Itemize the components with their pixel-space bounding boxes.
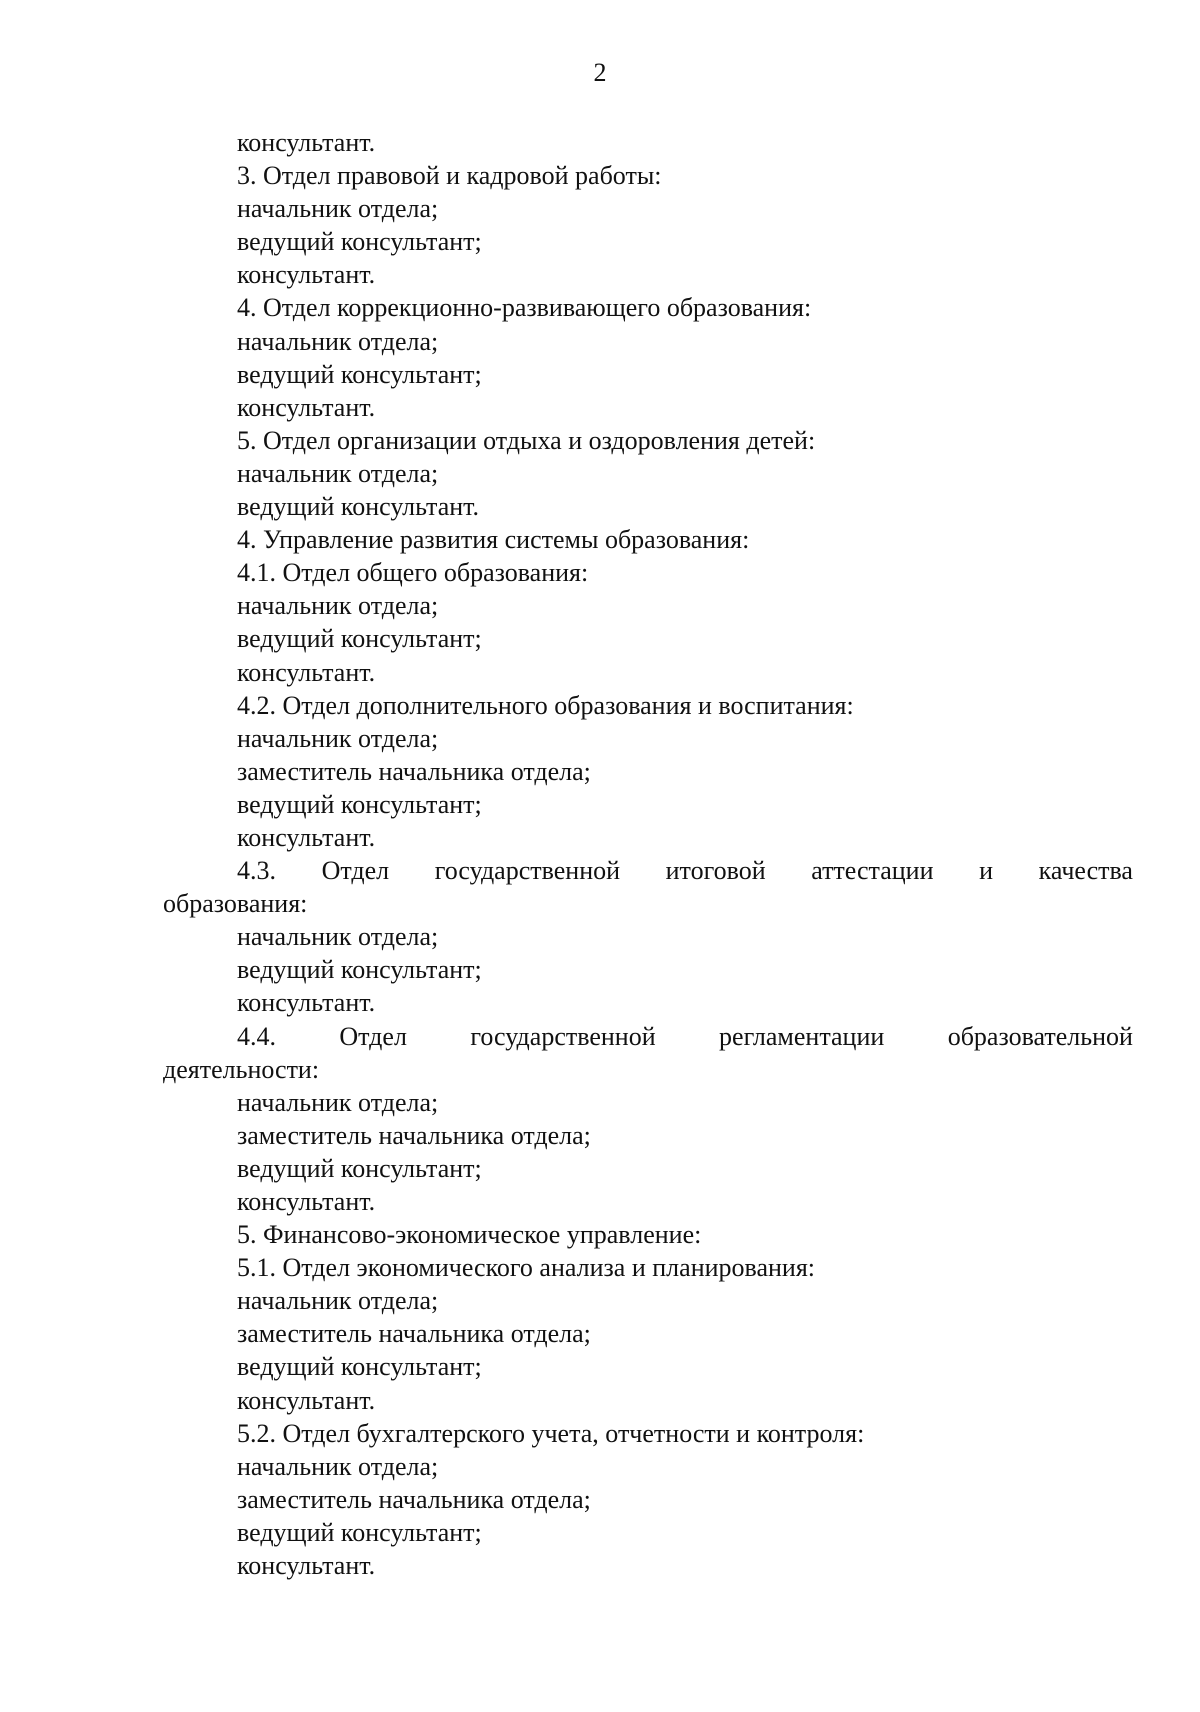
text-line: 5.1. Отдел экономического анализа и планирования:: [237, 1253, 816, 1283]
text-line: ведущий консультант;: [237, 227, 482, 257]
justified-text-line: [163, 1020, 1133, 1053]
document-body: [163, 126, 1133, 1582]
page-number: 2: [593, 58, 607, 87]
text-line: начальник отдела;: [237, 1286, 439, 1316]
text-line: начальник отдела;: [237, 591, 439, 621]
text-line: консультант.: [237, 1187, 376, 1216]
text-line: начальник отдела;: [237, 922, 439, 952]
text-line: консультант.: [237, 988, 376, 1018]
text-line: 5.2. Отдел бухгалтерского учета, отчетности и контроля:: [237, 1418, 865, 1448]
text-line: заместитель начальника отдела;: [237, 1120, 591, 1150]
text-line: заместитель начальника отдела;: [237, 1484, 591, 1514]
justified-text-line: [163, 854, 1133, 887]
text-line: 5. Финансово-экономическое управление:: [237, 1220, 702, 1250]
text-line: консультант.: [237, 260, 376, 290]
word: и: [979, 856, 993, 886]
word: государственной: [434, 856, 621, 886]
text-line: начальник отдела;: [237, 326, 439, 356]
text-line: 4. Отдел коррекционно-развивающего образования:: [237, 293, 812, 323]
text-line: ведущий консультант;: [237, 624, 482, 654]
word: 4.3.: [237, 856, 276, 886]
text-line: деятельности:: [163, 1054, 320, 1084]
text-line: консультант.: [237, 822, 376, 852]
text-line: заместитель начальника отдела;: [237, 1319, 591, 1349]
text-line: консультант.: [237, 1551, 376, 1581]
word: Отдел: [321, 856, 390, 886]
text-line: образования:: [163, 889, 308, 919]
text-line: 5. Отдел организации отдыха и оздоровления детей:: [237, 425, 816, 455]
text-line: консультант.: [237, 1385, 376, 1415]
word: аттестации: [811, 856, 934, 886]
text-line: ведущий консультант;: [237, 789, 482, 819]
text-line: ведущий консультант;: [237, 1153, 482, 1183]
text-line: заместитель начальника отдела;: [237, 756, 591, 786]
text-line: ведущий консультант;: [237, 955, 482, 985]
text-line: начальник отдела;: [237, 1451, 439, 1481]
text-line: ведущий консультант;: [237, 1517, 482, 1547]
text-line: начальник отдела;: [237, 458, 439, 488]
word: Отдел: [339, 1021, 407, 1051]
text-line: 4.1. Отдел общего образования:: [237, 558, 589, 588]
word: качества: [1038, 856, 1133, 886]
text-line: консультант.: [237, 128, 376, 157]
word: 4.4.: [237, 1021, 276, 1051]
text-line: ведущий консультант;: [237, 1352, 482, 1382]
text-line: консультант.: [237, 657, 376, 687]
word: образовательной: [947, 1021, 1133, 1051]
text-line: 3. Отдел правовой и кадровой работы:: [237, 161, 662, 191]
text-line: 4.2. Отдел дополнительного образования и воспитания:: [237, 690, 854, 720]
text-line: ведущий консультант;: [237, 359, 482, 389]
word: государственной: [470, 1021, 656, 1051]
text-line: консультант.: [237, 392, 376, 422]
text-line: начальник отдела;: [237, 1087, 439, 1117]
text-line: ведущий консультант.: [237, 492, 480, 522]
text-line: начальник отдела;: [237, 723, 439, 753]
text-line: начальник отдела;: [237, 194, 439, 224]
word: итоговой: [665, 856, 766, 886]
text-line: 4. Управление развития системы образования:: [237, 525, 750, 555]
word: регламентации: [719, 1021, 885, 1051]
